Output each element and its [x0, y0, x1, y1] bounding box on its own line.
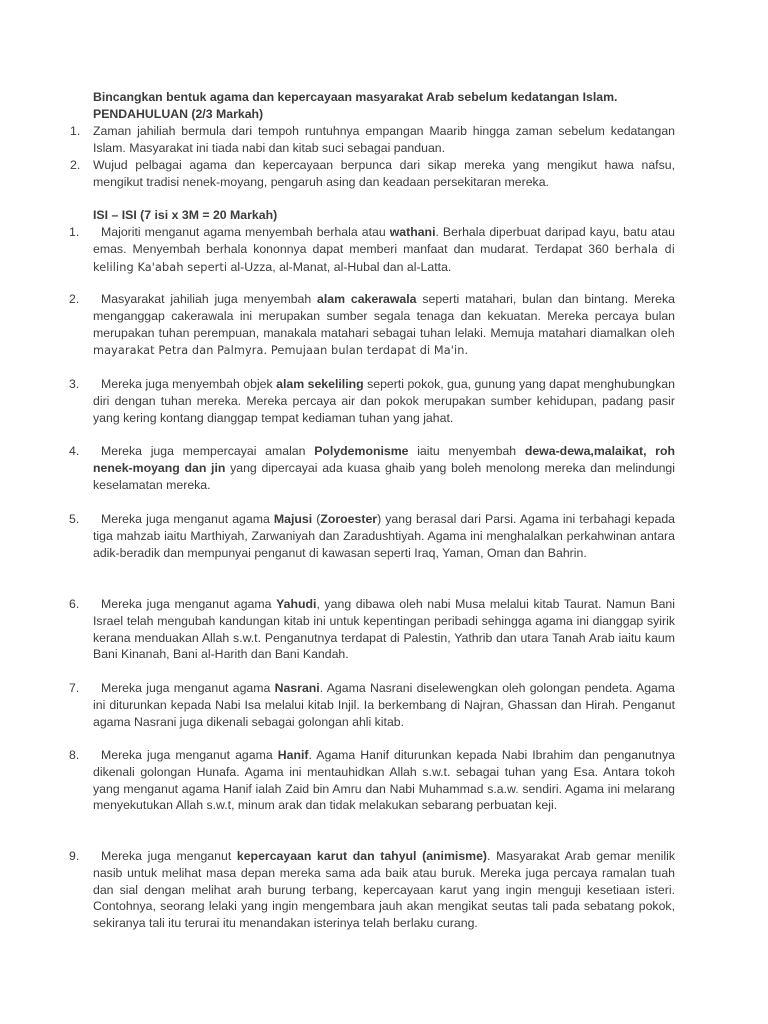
text-run: Mereka juga menganut agama [101, 748, 278, 762]
text-run: Mereka juga menganut agama [101, 597, 277, 611]
bold-term: Nasrani [274, 681, 320, 695]
text-run: . Berhala diperbuat daripad kayu, batu atau emas. Menyembah berhala kononnya dapat memberi manfaat dan mudarat. Terdapat 360 [93, 225, 675, 256]
text-run: Mereka juga mempercayai amalan [101, 444, 315, 458]
item-number: 3. [69, 377, 80, 391]
text-run: Mereka juga menganut agama [101, 681, 275, 695]
item-text [93, 680, 675, 730]
text-run: Zaman jahiliah bermula dari tempoh runtuhnya empangan Maarib hingga zaman sebelum kedatangan Islam. Masyarakat ini tiada nabi dan kitab suci sebagai panduan. [93, 124, 675, 155]
text-run: , yang dibawa oleh nabi Musa melalui kitab Taurat. Namun Bani Israel telah mengubah kandungan kitab ini untuk kepentingan peribadi sehingga agama ini dianggap syirik kerana menduakan Allah s.w.t. Penganutnya terdapat di Palestin, Yathrib dan utara Tanah Arab iaitu kaum Bani Kinanah, Bani al-Harith dan Bani Kandah. [93, 597, 675, 662]
text-run: ( [312, 512, 321, 526]
bold-term: Hanif [277, 748, 309, 762]
item-text [93, 596, 675, 663]
isi-heading: ISI – ISI (7 isi x 3M = 20 Markah) [93, 208, 278, 222]
item-text [93, 291, 675, 360]
item-text [93, 443, 675, 493]
bold-term: Zoroester [320, 512, 378, 526]
bold-term: alam cakerawala [317, 292, 417, 306]
item-number: 6. [69, 597, 80, 611]
text-run: seperti matahari, bulan dan bintang. Mereka menganggap cakerawala ini merupakan sumber segala tenaga dan kekuatan. Mereka percaya bulan merupakan tuhan perempuan, manakala matahari sebagai tuhan lelaki. Memuja matahari diamalkan [93, 292, 675, 340]
bold-term: Polydemonisme [314, 444, 409, 458]
item-number: 2. [70, 158, 81, 172]
item-text [93, 747, 675, 814]
pendahuluan-heading: PENDAHULUAN (2/3 Markah) [93, 107, 264, 121]
question-heading: Bincangkan bentuk agama dan kepercayaan masyarakat Arab sebelum kedatangan Islam. [93, 90, 618, 104]
bold-term: Majusi [273, 512, 313, 526]
bold-term: Yahudi [276, 597, 317, 611]
bold-term: wathani [389, 225, 436, 239]
item-text [93, 224, 675, 276]
text-run: Majoriti menganut agama menyembah berhala atau [101, 225, 390, 239]
text-run: Mereka juga menganut [101, 849, 237, 863]
item-number: 8. [69, 748, 80, 762]
item-number: 9. [69, 849, 80, 863]
bold-term: kepercayaan karut dan tahyul (animisme) [236, 849, 488, 863]
item-text [93, 123, 675, 157]
text-run: . Agama Hanif diturunkan kepada Nabi Ibrahim dan penganutnya dikenali golongan Hunafa. Agama ini mentauhidkan Allah s.w.t. sebagai tuhan yang Esa. Antara tokoh yang menganut agama Hanif ialah Zaid bin Amru dan Nabi Muhammad s.a.w. sendiri. Agama ini melarang menyekutukan Allah s.w.t, minum arak dan tidak melakukan sebarang perbuatan keji. [93, 748, 675, 813]
text-run: . Agama Nasrani diselewengkan oleh golongan pendeta. Agama ini diturunkan kepada Nabi Isa melalui kitab Injil. Ia berkembang di Najran, Ghassan dan Hirah. Penganut agama Nasrani juga dikenali sebagai golongan ahli kitab. [93, 681, 675, 729]
text-run: seperti pokok, gua, gunung yang dapat menghubungkan diri dengan tuhan mereka. Mereka percaya air dan pokok merupakan sumber kehidupan, padang pasir yang kering kontang dianggap tempat kediaman tuhan yang jahat. [93, 377, 675, 425]
text-run: Masyarakat jahiliah juga menyembah [101, 292, 318, 306]
bold-term: alam sekeliling [276, 377, 364, 391]
text-run: al-Uzza, al-Manat, al-Hubal dan al-Latta. [227, 259, 452, 274]
item-number: 2. [69, 292, 80, 306]
text-run: yang dipercayai ada kuasa ghaib yang boleh menolong mereka dan melindungi keselamatan mereka. [93, 460, 675, 492]
item-number: 5. [69, 512, 80, 526]
text-run: . Masyarakat Arab gemar menilik nasib untuk melihat masa depan mereka sama ada baik atau buruk. Mereka juga percaya ramalan tuah dan sial dengan melihat arah burung terbang, kepercayaan karut yang ingin menguji kesetiaan isteri. Contohnya, seorang lelaki yang ingin mengembara jauh akan mengikat seutas tali pada sebatang pokok, sekiranya tali itu terurai itu menandakan isterinya telah berlaku curang. [93, 849, 675, 931]
item-number: 1. [70, 124, 81, 138]
item-text [93, 157, 675, 191]
text-run: oleh mayarakat Petra dan Palmyra. Pemujaan bulan terdapat di Ma'in. [93, 326, 675, 358]
item-text [93, 376, 675, 426]
item-number: 7. [69, 681, 80, 695]
text-run: Mereka juga menganut agama [101, 512, 274, 526]
text-run: Wujud pelbagai agama dan kepercayaan berpunca dari sikap mereka yang mengikut hawa nafsu, mengikut tradisi nenek-moyang, pengaruh asing dan keadaan persekitaran mereka. [93, 158, 675, 189]
text-run: berhala di keliling Ka'abah seperti [93, 242, 675, 274]
bold-term: dewa-dewa,malaikat, roh nenek-moyang dan jin [93, 444, 675, 475]
item-text [93, 511, 675, 561]
text-run: ) yang berasal dari Parsi. Agama ini terbahagi kepada tiga mahzab iaitu Marthiyah, Zarwaniyah dan Zaradushtiyah. Agama ini menghalalkan perkahwinan antara adik-beradik dan mempunyai penganut di kawasan seperti Iraq, Yaman, Oman dan Bahrin. [93, 512, 675, 560]
text-run: iaitu menyembah [408, 444, 525, 458]
item-text [93, 848, 675, 932]
item-number: 1. [69, 225, 80, 239]
text-run: Mereka juga menyembah objek [101, 377, 277, 391]
item-number: 4. [69, 444, 80, 458]
